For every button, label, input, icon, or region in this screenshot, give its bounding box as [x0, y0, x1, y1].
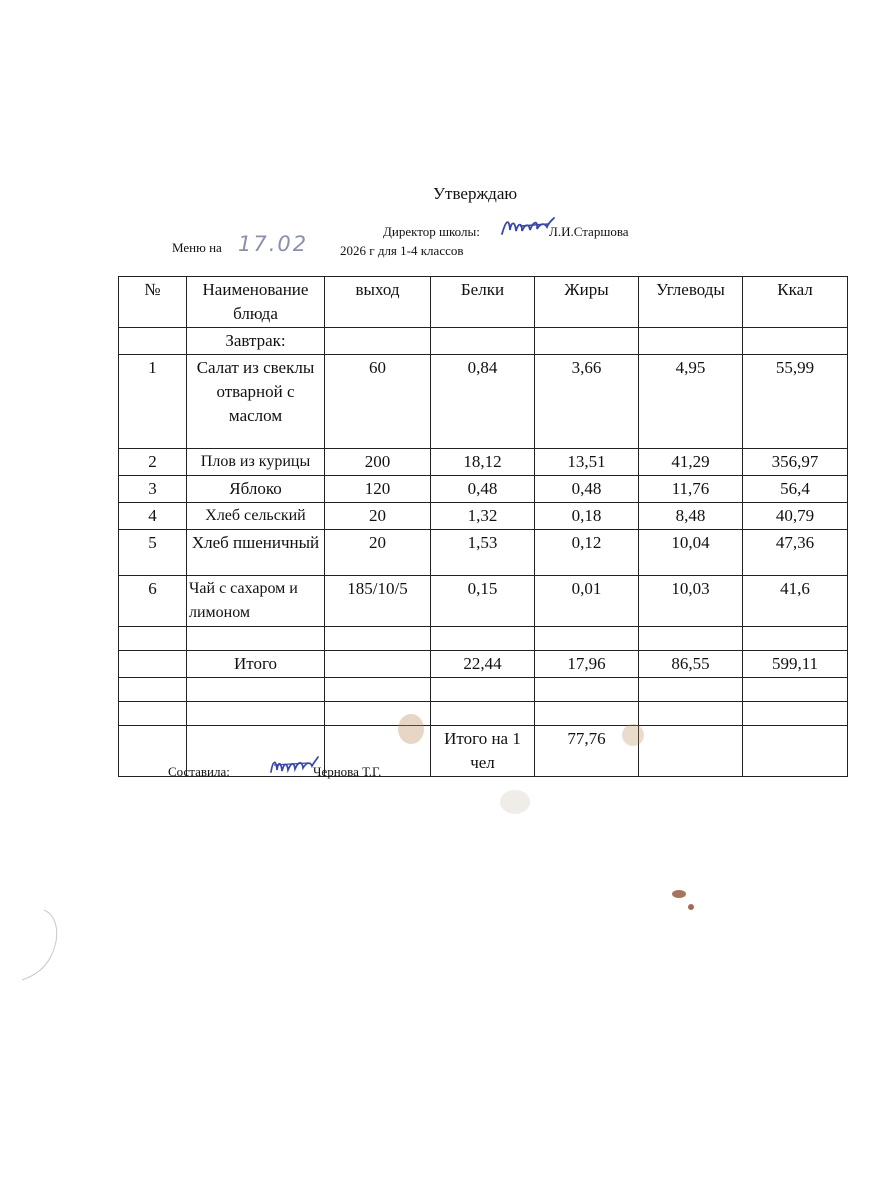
dish-name: Хлеб сельский [187, 503, 325, 530]
dish-protein: 1,53 [431, 530, 535, 576]
table-header-row [119, 277, 848, 328]
row-number: 1 [119, 355, 187, 449]
dish-kcal: 56,4 [743, 476, 848, 503]
paper-mark-icon [14, 906, 64, 986]
row-number: 3 [119, 476, 187, 503]
total-protein: 22,44 [431, 651, 535, 678]
paper-stain [688, 904, 694, 910]
empty-row [119, 702, 848, 726]
dish-kcal: 356,97 [743, 449, 848, 476]
director-name: Л.И.Старшова [549, 224, 629, 239]
dish-name: Салат из свеклы отварной с маслом [187, 355, 325, 449]
menu-date: 17.02 [238, 232, 309, 256]
dish-kcal: 55,99 [743, 355, 848, 449]
total-label: Итого [187, 651, 325, 678]
row-number: 4 [119, 503, 187, 530]
menu-year-classes: 2026 г для 1-4 классов [340, 243, 464, 258]
total-carbs: 86,55 [639, 651, 743, 678]
dish-yield: 60 [325, 355, 431, 449]
dish-fat: 0,18 [535, 503, 639, 530]
paper-stain [622, 724, 644, 746]
total-row [119, 651, 848, 678]
total-kcal: 599,11 [743, 651, 848, 678]
header-protein: Белки [431, 277, 535, 328]
director-label: Директор школы: [383, 224, 480, 239]
dish-fat: 0,01 [535, 576, 639, 627]
compiler-label: Составила: [168, 764, 230, 779]
dish-carbs: 11,76 [639, 476, 743, 503]
dish-name: Яблоко [187, 476, 325, 503]
dish-fat: 0,12 [535, 530, 639, 576]
table-row [119, 449, 848, 476]
dish-fat: 3,66 [535, 355, 639, 449]
dish-name: Плов из курицы [187, 449, 325, 476]
header-number: № [119, 277, 187, 328]
dish-fat: 0,48 [535, 476, 639, 503]
dish-kcal: 47,36 [743, 530, 848, 576]
compiler-name: Чернова Т.Г. [313, 764, 382, 779]
dish-name: Хлеб пшеничный [187, 530, 325, 576]
header-kcal: Ккал [743, 277, 848, 328]
dish-carbs: 4,95 [639, 355, 743, 449]
empty-row [119, 678, 848, 702]
header-yield: выход [325, 277, 431, 328]
dish-yield: 20 [325, 503, 431, 530]
approval-title: Утверждаю [433, 184, 518, 203]
row-number: 5 [119, 530, 187, 576]
dish-yield: 185/10/5 [325, 576, 431, 627]
paper-stain [500, 790, 530, 814]
dish-protein: 0,48 [431, 476, 535, 503]
header-dish-name: Наименование блюда [187, 277, 325, 328]
per-person-value: 77,76 [535, 726, 639, 777]
dish-yield: 20 [325, 530, 431, 576]
dish-yield: 200 [325, 449, 431, 476]
section-row-breakfast [119, 328, 848, 355]
header-fat: Жиры [535, 277, 639, 328]
table-row [119, 503, 848, 530]
row-number: 6 [119, 576, 187, 627]
dish-kcal: 40,79 [743, 503, 848, 530]
dish-fat: 13,51 [535, 449, 639, 476]
row-number: 2 [119, 449, 187, 476]
paper-stain [398, 714, 424, 744]
dish-carbs: 10,04 [639, 530, 743, 576]
dish-carbs: 10,03 [639, 576, 743, 627]
dish-protein: 0,15 [431, 576, 535, 627]
dish-carbs: 8,48 [639, 503, 743, 530]
table-row [119, 355, 848, 449]
menu-label: Меню на [172, 240, 222, 255]
dish-protein: 1,32 [431, 503, 535, 530]
dish-name: Чай с сахаром и лимоном [187, 576, 325, 627]
per-person-label: Итого на 1 чел [431, 726, 535, 777]
dish-yield: 120 [325, 476, 431, 503]
dish-kcal: 41,6 [743, 576, 848, 627]
header-carbs: Углеводы [639, 277, 743, 328]
director-signature-icon [500, 214, 556, 240]
dish-protein: 18,12 [431, 449, 535, 476]
section-label: Завтрак: [187, 328, 325, 355]
paper-stain [672, 890, 686, 898]
dish-carbs: 41,29 [639, 449, 743, 476]
table-row [119, 576, 848, 627]
menu-table [118, 276, 848, 777]
table-row [119, 530, 848, 576]
dish-protein: 0,84 [431, 355, 535, 449]
table-row [119, 476, 848, 503]
total-fat: 17,96 [535, 651, 639, 678]
empty-row [119, 627, 848, 651]
